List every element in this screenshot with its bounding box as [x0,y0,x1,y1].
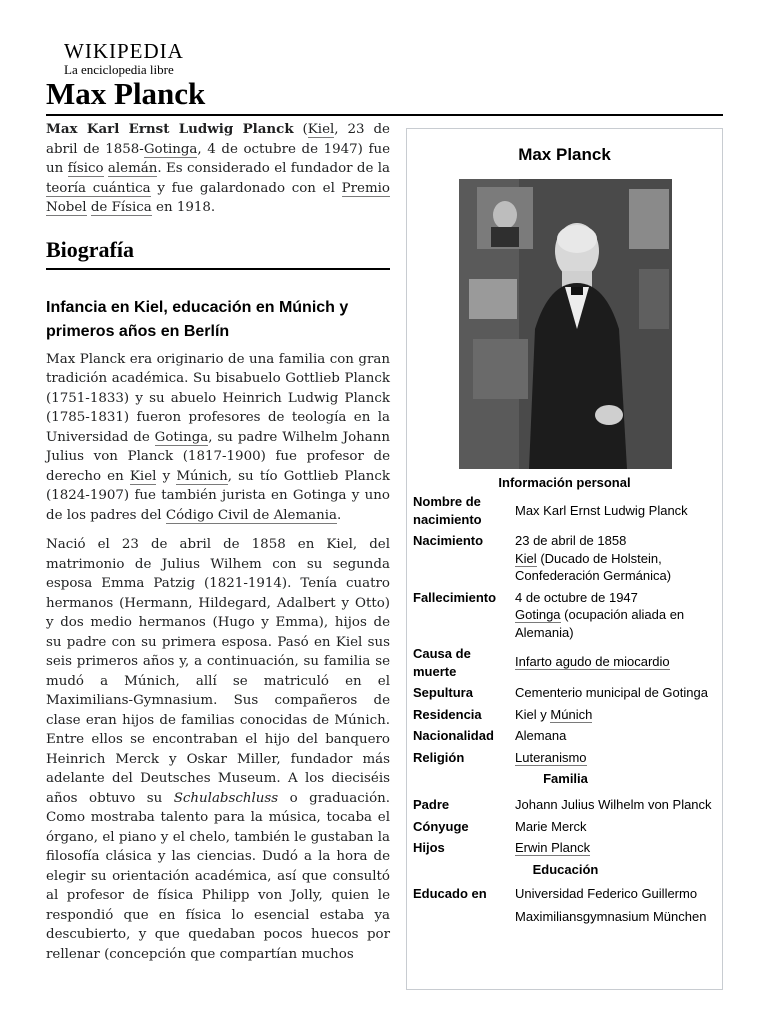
row-birth [413,532,718,585]
logo-tagline: La enciclopedia libre [64,62,174,77]
value-birth [515,532,718,585]
link-munich[interactable]: Múnich [176,468,228,484]
paragraph-text: , su tío Gottlieb Planck (1824-1907) fue también jurista en Gotinga y uno de los padres del [46,468,390,523]
paragraph-family [46,350,390,526]
infobox-title: Max Planck [518,145,611,164]
link-kiel[interactable]: Kiel [307,122,335,137]
link-erwin-planck[interactable]: Erwin Planck [515,840,591,855]
education-header: Educación [532,861,599,877]
family-header: Familia [543,771,588,786]
row-birth-name [413,493,718,528]
value-cause-of-death [515,645,718,680]
label-nationality: Nacionalidad [413,728,494,743]
link-gotinga[interactable]: Gotinga [515,607,561,622]
label-children: Hijos [413,840,445,855]
section-heading-biografia: Biografía [46,236,390,270]
birth-date: 23 de abril de 1858 [515,533,627,548]
value-spouse: Marie Merck [515,818,587,834]
label-residence: Residencia [413,706,482,722]
link-luteranismo[interactable]: Luteranismo [515,749,587,765]
link-gotinga[interactable]: Gotinga [143,141,198,157]
value-residence [515,706,718,724]
label-death: Fallecimiento [413,589,497,605]
lead-text: , 23 de abril de 1858- [46,122,390,157]
value-children [515,839,718,857]
death-date: 4 de octubre de 1947 [515,589,638,605]
label-birth-name: Nombre de nacimiento [413,494,482,527]
row-nationality [413,727,718,745]
value-birth-name: Max Karl Ernst Ludwig Planck [515,503,688,518]
value-death [515,589,718,642]
personal-info-header: Información personal [498,475,631,490]
infobox [406,128,723,990]
paragraph-text: Nació el 23 de abril de 1858 en Kiel, del matrimonio de Julius Wilhem con su segunda esposa Emma Patzig (1821-1914). Tenía cuatro hermanos (Hermann, Hildegard, Adalbert y Otto) y dos medio hermanos (Hugo y Emma), hijos de su padre con su primera esposa. Pasó en Kiel sus seis primeros años y, a continuación, su familia se mudó a Múnich, allí se matriculó en el Maximilians-Gymnasium. Sus compañeros de clase eran hijos de familias conocidas de Múnich. Entre ellos se encontraban el hijo del banquero Heinrich Merck y Oskar Miller, fundador más adelante del Deutsches Museum. A los dieciséis años obtuvo su [46,537,390,806]
link-codigo-civil[interactable]: Código Civil de Alemania [165,507,338,523]
lead-text: y fue galardonado con el [150,180,342,196]
wikipedia-logo[interactable] [64,40,184,77]
portrait-illustration [459,179,672,469]
paragraph-text: Max Planck era originario de una familia con gran tradición académica. Su bisabuelo Gottlieb Planck (1751-1833) y su abuelo Heinrich Ludwig Planck (1785-1831) fueron profesores de teología en la Universidad de [46,351,390,445]
row-burial [413,684,718,702]
term-schulabschluss: Schulabschluss [173,790,279,806]
educated-gymnasium: Maximiliansgymnasium München [515,909,707,924]
label-cause-of-death: Causa de muerte [413,646,471,679]
infobox-rows [413,493,718,930]
lead-text: en 1918. [151,200,216,215]
lead-paragraph: Max Karl Ernst Ludwig Planck (Kiel, 23 de abril de 1858-Gotinga, 4 de octubre de 1947) fue un físico alemán. Es considerado el fundador de la teoría cuántica y fue galardonado con el Premio Nobel de Física en 1918. [46,121,390,215]
value-nationality: Alemana [515,728,567,743]
link-gotinga[interactable]: Gotinga [154,429,209,445]
value-burial: Cementerio municipal de Gotinga [515,685,708,700]
row-educated-in [413,885,718,926]
subsection-heading: Infancia en Kiel, educación en Múnich y primeros años en Berlín [46,298,349,340]
title-divider [46,114,723,116]
value-educated-in [515,885,718,926]
lead-text: , 4 de octubre de 1947) fue un [46,141,390,176]
death-place-detail: (ocupación aliada en Alemania) [515,607,685,640]
label-religion: Religión [413,749,465,765]
educated-university: Universidad Federico Guillermo [515,885,698,901]
link-munich[interactable]: Múnich [550,706,593,722]
residence-kiel: Kiel [515,706,537,722]
link-de-fisica[interactable]: de Física [90,200,152,215]
paragraph-text: , su padre Wilhelm Johann Julius von Planck (1817-1900) fue profesor de derecho en [46,429,391,484]
article-body [46,120,390,974]
row-father [413,796,718,814]
label-educated-in: Educado en [413,885,487,901]
link-fisico[interactable]: físico [67,161,104,176]
link-premio-nobel[interactable]: Premio Nobel [46,180,390,215]
paragraph-text: . [337,507,342,523]
row-residence [413,706,718,724]
lead-name: Max Karl Ernst Ludwig Planck [46,121,294,137]
link-kiel[interactable]: Kiel [515,550,537,566]
paragraph-childhood [46,535,390,964]
birth-place-detail: (Ducado de Holstein, Confederación Germánica) [515,550,672,583]
label-father: Padre [413,797,450,812]
row-religion [413,749,718,767]
page-title: Max Planck [46,76,206,111]
row-cause-of-death [413,645,718,680]
row-spouse [413,818,718,836]
paragraph-text: y [156,468,177,484]
logo-wordmark: WIKIPEDIA [64,39,184,63]
label-burial: Sepultura [413,685,473,700]
value-father: Johann Julius Wilhelm von Planck [515,797,712,812]
label-birth: Nacimiento [413,533,484,548]
lead-text: . Es considerado el fundador de la [157,161,390,176]
portrait-photo[interactable] [459,179,672,469]
label-spouse: Cónyuge [413,818,469,834]
link-aleman[interactable]: alemán [107,161,158,176]
residence-separator: y [536,706,551,722]
link-teoria-cuantica[interactable]: teoría cuántica [46,180,151,196]
link-kiel[interactable]: Kiel [129,468,157,484]
paragraph-text: o graduación. Como mostraba talento para la música, tocaba el órgano, el piano y el chelo, también le gustaban la filosofía clásica y las ciencias. Dudó a la hora de elegir su orientación académica, así que consultó al profesor de física Philipp von Jolly, quien le respondió que en física lo esencial estaba ya descubierto, y que quedaban pocos huecos por rellenar (concepción que compartían muchos [46,790,391,962]
link-infarto[interactable]: Infarto agudo de miocardio [515,654,670,669]
row-children [413,839,718,857]
row-death [413,589,718,642]
value-religion [515,749,718,767]
